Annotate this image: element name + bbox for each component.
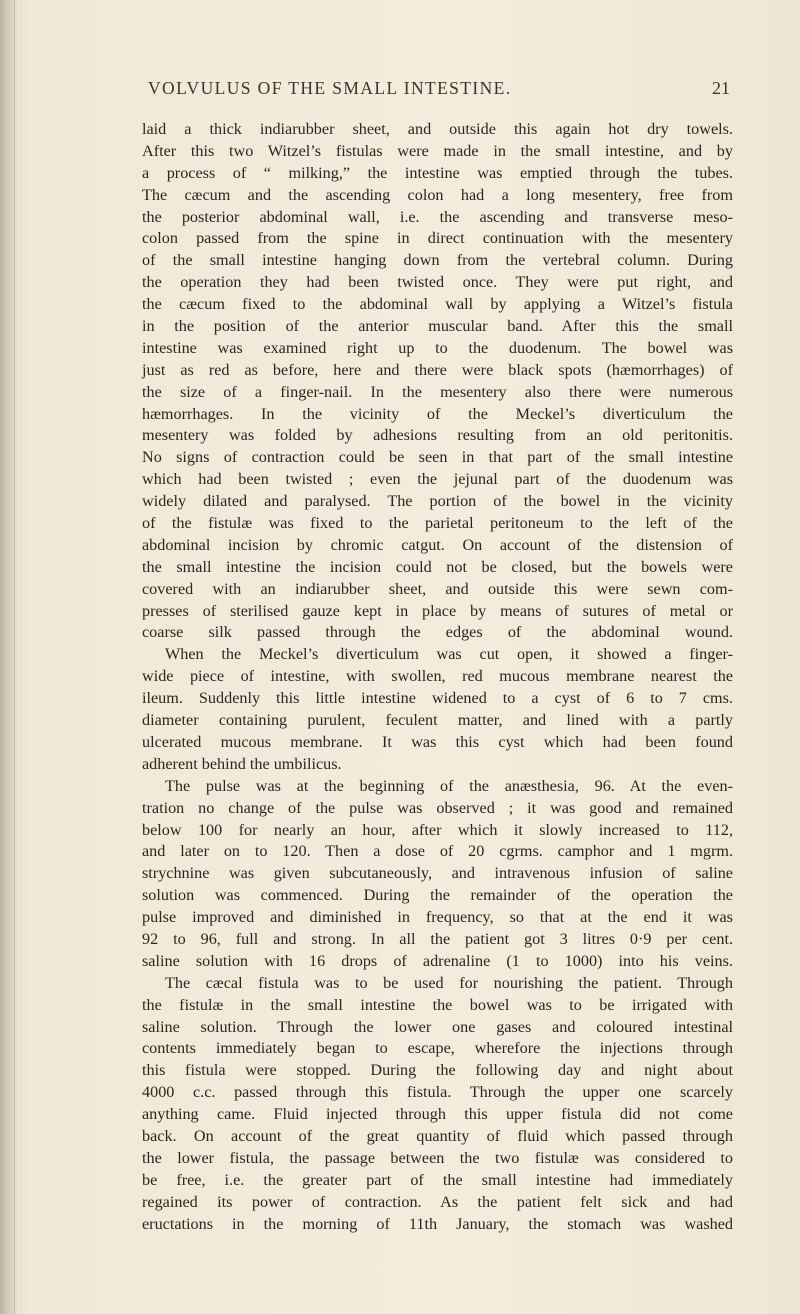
text-line: eructations in the morning of 11th January, the stomach was washed (142, 1214, 733, 1233)
text-line: wide piece of intestine, with swollen, red mucous membrane nearest the (142, 667, 733, 686)
running-head (120, 78, 730, 106)
text-line: and later on to 120. Then a dose of 20 cgrms. camphor and 1 mgrm. (142, 842, 733, 861)
text-line: solution was commenced. During the remainder of the operation the (142, 886, 733, 905)
text-line: the size of a finger-nail. In the mesentery also there were numerous (142, 382, 733, 401)
text-line: the lower fistula, the passage between the two fistulæ was considered to (142, 1148, 733, 1167)
text-line: After this two Witzel’s fistulas were made in the small intestine, and by (142, 141, 733, 160)
text-line: the fistulæ in the small intestine the bowel was to be irrigated with (142, 995, 733, 1014)
text-line: When the Meckel’s diverticulum was cut open, it showed a finger- (165, 645, 733, 664)
text-line: the cæcum fixed to the abdominal wall by applying a Witzel’s fistula (142, 295, 733, 314)
text-line: anything came. Fluid injected through this upper fistula did not come (142, 1105, 733, 1124)
text-line: presses of sterilised gauze kept in place by means of sutures of metal or (142, 601, 733, 620)
text-line: abdominal incision by chromic catgut. On account of the distension of (142, 535, 733, 554)
text-line: The pulse was at the beginning of the anæsthesia, 96. At the even- (165, 776, 733, 795)
text-line: diameter containing purulent, feculent matter, and lined with a partly (142, 711, 733, 730)
text-line: be free, i.e. the greater part of the small intestine had immediately (142, 1170, 733, 1189)
text-line: the posterior abdominal wall, i.e. the ascending and transverse meso- (142, 207, 733, 226)
text-line: tration no change of the pulse was observed ; it was good and remained (142, 798, 733, 817)
text-line: intestine was examined right up to the duodenum. The bowel was (142, 338, 733, 357)
text-line: No signs of contraction could be seen in that part of the small intestine (142, 448, 733, 467)
text-line: ulcerated mucous membrane. It was this cyst which had been found (142, 732, 733, 751)
text-line: widely dilated and paralysed. The portion of the bowel in the vicinity (142, 492, 733, 511)
page-edge-line (14, 0, 15, 1314)
text-line: 4000 c.c. passed through this fistula. Through the upper one scarcely (142, 1083, 733, 1102)
text-line: hæmorrhages. In the vicinity of the Meckel’s diverticulum the (142, 404, 733, 423)
text-line: pulse improved and diminished in frequency, so that at the end it was (142, 908, 733, 927)
text-line: coarse silk passed through the edges of the abdominal wound. (142, 623, 733, 642)
text-line: laid a thick indiarubber sheet, and outside this again hot dry towels. (142, 120, 733, 138)
text-line: mesentery was folded by adhesions resulting from an old peritonitis. (142, 426, 733, 445)
text-line: in the position of the anterior muscular band. After this the small (142, 317, 733, 336)
text-line: saline solution. Through the lower one gases and coloured intestinal (142, 1017, 733, 1036)
text-line: a process of “ milking,” the intestine was emptied through the tubes. (142, 163, 733, 182)
text-line: ileum. Suddenly this little intestine widened to a cyst of 6 to 7 cms. (142, 689, 733, 708)
text-line: just as red as before, here and there were black spots (hæmorrhages) of (142, 360, 733, 379)
text-line: regained its power of contraction. As the patient felt sick and had (142, 1192, 733, 1211)
text-line: the operation they had been twisted once. They were put right, and (142, 273, 733, 292)
text-line: covered with an indiarubber sheet, and outside this were sewn com- (142, 579, 733, 598)
text-line: below 100 for nearly an hour, after which it slowly increased to 112, (142, 820, 733, 839)
text-line: colon passed from the spine in direct continuation with the mesentery (142, 229, 733, 248)
text-line: adherent behind the umbilicus. (142, 754, 342, 773)
text-line: 92 to 96, full and strong. In all the patient got 3 litres 0·9 per cent. (142, 929, 733, 948)
running-title: VOLVULUS OF THE SMALL INTESTINE. (148, 78, 512, 98)
body-text (142, 119, 733, 1235)
text-line: of the fistulæ was fixed to the parietal peritoneum to the left of the (142, 514, 733, 533)
text-line: strychnine was given subcutaneously, and intravenous infusion of saline (142, 864, 733, 883)
text-line: The cæcum and the ascending colon had a long mesentery, free from (142, 185, 733, 204)
page-number: 21 (712, 78, 730, 98)
text-line: the small intestine the incision could not be closed, but the bowels were (142, 557, 733, 576)
text-line: saline solution with 16 drops of adrenaline (1 to 1000) into his veins. (142, 951, 733, 970)
text-line: The cæcal fistula was to be used for nourishing the patient. Through (165, 973, 733, 992)
text-line: which had been twisted ; even the jejunal part of the duodenum was (142, 470, 733, 489)
text-line: this fistula were stopped. During the following day and night about (142, 1061, 733, 1080)
text-line: of the small intestine hanging down from the vertebral column. During (142, 251, 733, 270)
text-line: back. On account of the great quantity of fluid which passed through (142, 1126, 733, 1145)
binding-shadow (0, 0, 18, 1314)
text-line: contents immediately began to escape, wherefore the injections through (142, 1039, 733, 1058)
